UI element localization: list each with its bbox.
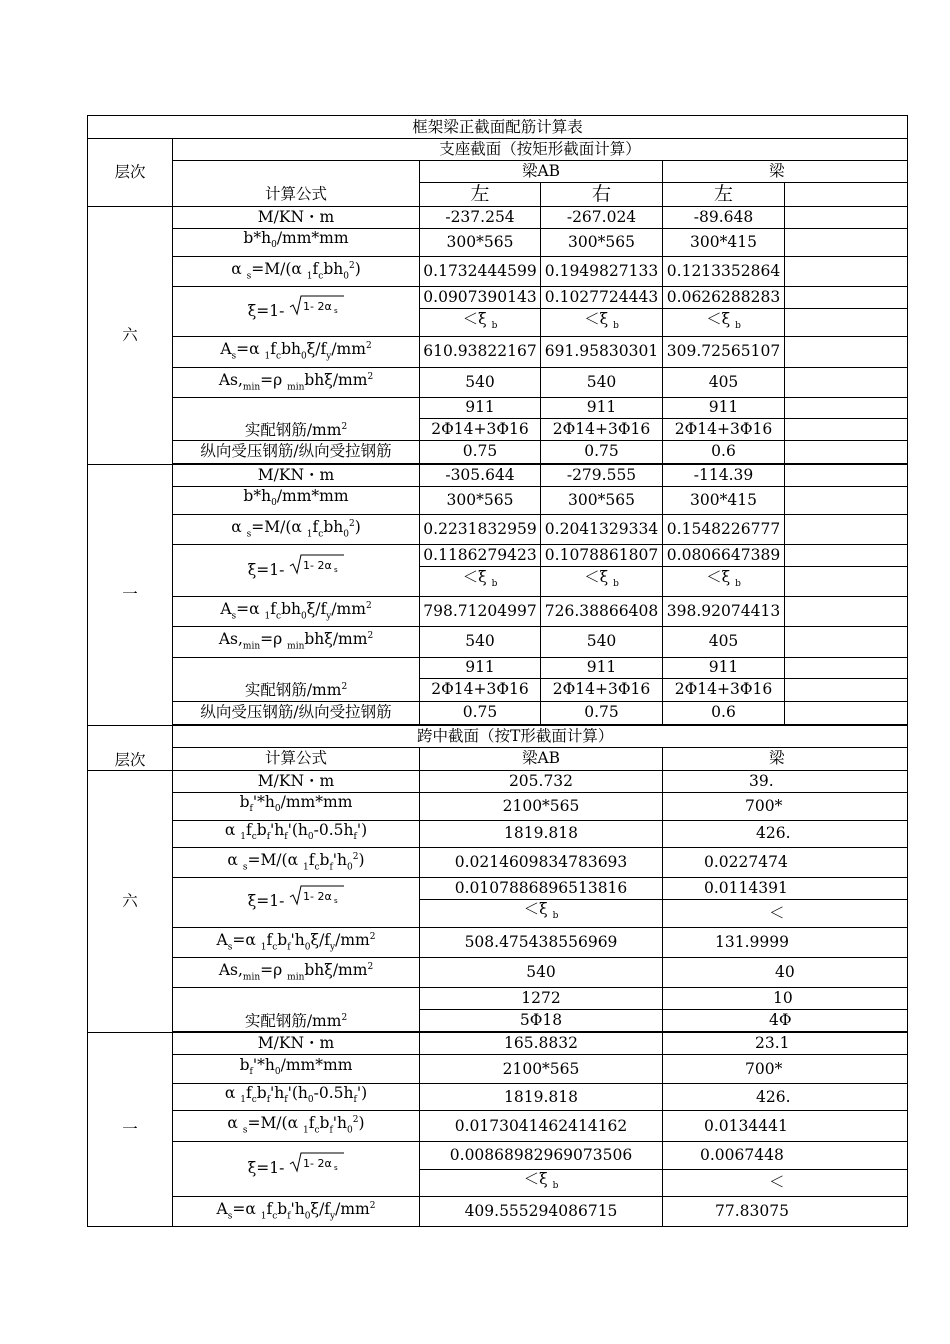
label-xi: ξ=1- 1- 2α s: [173, 877, 420, 927]
beam-ab-header-2: 梁AB: [420, 747, 663, 770]
table-cell: 409.555294086715: [420, 1196, 663, 1226]
table-cell: 40: [663, 958, 908, 988]
label-M: M/KN・m: [173, 464, 420, 486]
label-bh: $b_f'*h_0/mm*mm$: [173, 792, 420, 820]
table-cell: 508.475438556969: [420, 927, 663, 957]
beam-ab-header: 梁AB: [420, 161, 663, 183]
table-cell: 0.1027724443: [541, 287, 663, 309]
table-cell: 610.93822167: [420, 337, 541, 367]
table-cell: 0.75: [541, 440, 663, 463]
label-xi: ξ=1- 1- 2α s: [173, 287, 420, 337]
empty-cell: [785, 183, 908, 207]
table-cell: 4Φ: [663, 1010, 908, 1032]
table-cell: 77.83075: [663, 1196, 908, 1226]
table-cell: 0.0134441: [663, 1111, 908, 1141]
table-cell: 0.0067448: [663, 1141, 908, 1169]
level-header: 层次: [88, 139, 173, 207]
table-cell: 0.0907390143: [420, 287, 541, 309]
table-cell: 540: [420, 627, 541, 657]
table-cell: -114.39: [663, 464, 785, 486]
label-As-real: 实配钢筋$/mm^2$: [173, 657, 420, 701]
table-cell: 300*565: [541, 229, 663, 257]
midspan-section-header: 跨中截面（按T形截面计算）: [173, 725, 908, 747]
table-cell: 911: [663, 657, 785, 678]
table-cell: 0.75: [541, 701, 663, 724]
table-cell: 131.9999: [663, 927, 908, 957]
label-alpha-s: α $_s$=M/(α $_1f_cbh_0^2$): [173, 257, 420, 287]
label-As-min: $As,_{min}=\rho$ $_{min}bh\xi/mm^2$: [173, 367, 420, 397]
table-cell: 911: [420, 397, 541, 418]
right-header: 右: [541, 183, 663, 207]
table-cell: 911: [663, 397, 785, 418]
table-cell: 2100*565: [420, 792, 663, 820]
spreadsheet-sheet: [87, 115, 795, 1222]
table-cell: 0.0114391: [663, 877, 908, 899]
table-cell: 205.732: [420, 770, 663, 792]
label-As-min: $As,_{min}=\rho$ $_{min}bh\xi/mm^2$: [173, 627, 420, 657]
beam-bc-header: 梁: [663, 161, 908, 183]
label-alpha-s: α $_s$=M/(α $_1f_cbh_0^2$): [173, 514, 420, 544]
table-cell: -305.644: [420, 464, 541, 486]
table-cell: -89.648: [663, 207, 785, 229]
svg-text:s: s: [334, 897, 338, 906]
table-cell: ＜: [663, 1169, 908, 1196]
table-cell: 0.75: [420, 440, 541, 463]
table-cell: 0.75: [420, 701, 541, 724]
table-cell: 0.0626288283: [663, 287, 785, 309]
table-cell: 911: [420, 657, 541, 678]
label-ratio: 纵向受压钢筋/纵向受拉钢筋: [173, 440, 420, 463]
table-cell: 0.6: [663, 701, 785, 724]
table-cell: 165.8832: [420, 1033, 663, 1055]
table-cell: 0.1078861807: [541, 545, 663, 567]
table-cell: ＜ξ $_b$: [420, 1169, 663, 1196]
svg-text:1- 2α: 1- 2α: [303, 299, 333, 313]
svg-text:s: s: [334, 565, 338, 574]
table-cell: 5Φ18: [420, 1010, 663, 1032]
label-M: M/KN・m: [173, 1033, 420, 1055]
label-bh: $b*h_0/mm*mm$: [173, 229, 420, 257]
level-header-2: 层次: [88, 725, 173, 770]
left-header-2: 左: [663, 183, 785, 207]
label-As-real: 实配钢筋$/mm^2$: [173, 397, 420, 440]
label-As-min: $As,_{min}=\rho$ $_{min}bh\xi/mm^2$: [173, 958, 420, 988]
table-cell: -267.024: [541, 207, 663, 229]
level-six-midspan: 六: [88, 770, 173, 1033]
table-cell: -279.555: [541, 464, 663, 486]
svg-text:s: s: [334, 1163, 338, 1172]
table-cell: 1819.818: [420, 820, 663, 847]
table-cell: 405: [663, 627, 785, 657]
left-header: 左: [420, 183, 541, 207]
table-cell: 691.95830301: [541, 337, 663, 367]
label-capacity: α $_1f_cb_f'h_f'(h_0-0.5h_f')$: [173, 1084, 420, 1111]
table-cell: 309.72565107: [663, 337, 785, 367]
svg-text:1- 2α: 1- 2α: [303, 1156, 333, 1170]
formula-header: 计算公式: [173, 183, 420, 207]
table-cell: 0.0214609834783693: [420, 847, 663, 877]
table-cell: 0.1548226777: [663, 514, 785, 544]
svg-text:s: s: [334, 306, 338, 315]
formula-header-2: 计算公式: [173, 747, 420, 770]
table-cell: 540: [541, 627, 663, 657]
table-cell: ＜ξ $_b$: [420, 309, 541, 337]
svg-text:1- 2α: 1- 2α: [303, 558, 333, 572]
level-one-midspan: 一: [88, 1033, 173, 1227]
sqrt-icon: [288, 553, 344, 575]
label-capacity: α $_1f_cb_f'h_f'(h_0-0.5h_f')$: [173, 820, 420, 847]
table-cell: 0.2231832959: [420, 514, 541, 544]
table-cell: ＜ξ $_b$: [420, 567, 541, 597]
table-cell: 2100*565: [420, 1055, 663, 1084]
support-section-header: 支座截面（按矩形截面计算）: [173, 139, 908, 161]
table-cell: ＜ξ $_b$: [663, 567, 785, 597]
table-cell: 0.0806647389: [663, 545, 785, 567]
table-cell: 0.2041329334: [541, 514, 663, 544]
svg-text:1- 2α: 1- 2α: [303, 890, 333, 904]
table-cell: 0.6: [663, 440, 785, 463]
table-cell: -237.254: [420, 207, 541, 229]
table-cell: 540: [541, 367, 663, 397]
label-M: M/KN・m: [173, 207, 420, 229]
table-cell: 300*415: [663, 486, 785, 514]
beam-bc-header-2: 梁: [663, 747, 908, 770]
table-title: 框架梁正截面配筋计算表: [88, 116, 908, 139]
table-cell: 2Φ14+3Φ16: [663, 418, 785, 440]
table-cell: ＜ξ $_b$: [420, 899, 663, 927]
sqrt-icon: [288, 884, 344, 906]
table-cell: 540: [420, 958, 663, 988]
table-cell: 300*565: [420, 486, 541, 514]
table-cell: 0.1186279423: [420, 545, 541, 567]
label-xi: ξ=1- 1- 2α s: [173, 545, 420, 597]
label-bh: $b*h_0/mm*mm$: [173, 486, 420, 514]
table-cell: 2Φ14+3Φ16: [420, 418, 541, 440]
table-cell: 700*: [663, 792, 908, 820]
label-bh: $b_f'*h_0/mm*mm$: [173, 1055, 420, 1084]
table-cell: 0.0173041462414162: [420, 1111, 663, 1141]
table-cell: 426.: [663, 1084, 908, 1111]
table-cell: 1819.818: [420, 1084, 663, 1111]
table-cell: 700*: [663, 1055, 908, 1084]
table-cell: 39.: [663, 770, 908, 792]
label-alpha-s: α $_s$=M/(α $_1f_cb_f'h_0^2$): [173, 1111, 420, 1141]
table-cell: 911: [541, 397, 663, 418]
table-cell: ＜ξ $_b$: [541, 309, 663, 337]
label-As: $A_s=\alpha$ $_1f_cbh_0\xi/f_y/mm^2$: [173, 597, 420, 627]
table-cell: 911: [541, 657, 663, 678]
table-cell: 398.92074413: [663, 597, 785, 627]
table-cell: 0.1949827133: [541, 257, 663, 287]
label-As: $A_s=\alpha$ $_1f_cb_f'h_0\xi/f_y/mm^2$: [173, 1196, 420, 1226]
table-cell: 2Φ14+3Φ16: [420, 678, 541, 701]
table-cell: 0.0107886896513816: [420, 877, 663, 899]
label-xi: ξ=1- 1- 2α s: [173, 1141, 420, 1196]
table-cell: 0.1213352864: [663, 257, 785, 287]
table-cell: 300*415: [663, 229, 785, 257]
table-cell: 726.38866408: [541, 597, 663, 627]
table-cell: 300*565: [541, 486, 663, 514]
table-cell: 798.71204997: [420, 597, 541, 627]
label-ratio: 纵向受压钢筋/纵向受拉钢筋: [173, 701, 420, 724]
table-cell: 0.1732444599: [420, 257, 541, 287]
table-cell: 2Φ14+3Φ16: [541, 418, 663, 440]
table-cell: 426.: [663, 820, 908, 847]
table-cell: 405: [663, 367, 785, 397]
reinforcement-table: [87, 115, 908, 1227]
table-cell: 0.00868982969073506: [420, 1141, 663, 1169]
table-cell: 2Φ14+3Φ16: [663, 678, 785, 701]
table-cell: 2Φ14+3Φ16: [541, 678, 663, 701]
table-cell: 300*565: [420, 229, 541, 257]
table-cell: 1272: [420, 988, 663, 1010]
table-cell: ＜: [663, 899, 908, 927]
label-alpha-s: α $_s$=M/(α $_1f_cb_f'h_0^2$): [173, 847, 420, 877]
table-cell: 540: [420, 367, 541, 397]
label-As-real: 实配钢筋$/mm^2$: [173, 988, 420, 1032]
table-cell: 23.1: [663, 1033, 908, 1055]
label-M: M/KN・m: [173, 770, 420, 792]
formula-header-top: [173, 161, 420, 183]
table-cell: ＜ξ $_b$: [663, 309, 785, 337]
level-one: 一: [88, 464, 173, 725]
sqrt-icon: [288, 1151, 344, 1173]
label-As: $A_s=\alpha$ $_1f_cbh_0\xi/f_y/mm^2$: [173, 337, 420, 367]
table-cell: 10: [663, 988, 908, 1010]
level-six: 六: [88, 207, 173, 465]
table-cell: ＜ξ $_b$: [541, 567, 663, 597]
table-cell: 0.0227474: [663, 847, 908, 877]
sqrt-icon: [288, 294, 344, 316]
label-As: $A_s=\alpha$ $_1f_cb_f'h_0\xi/f_y/mm^2$: [173, 927, 420, 957]
